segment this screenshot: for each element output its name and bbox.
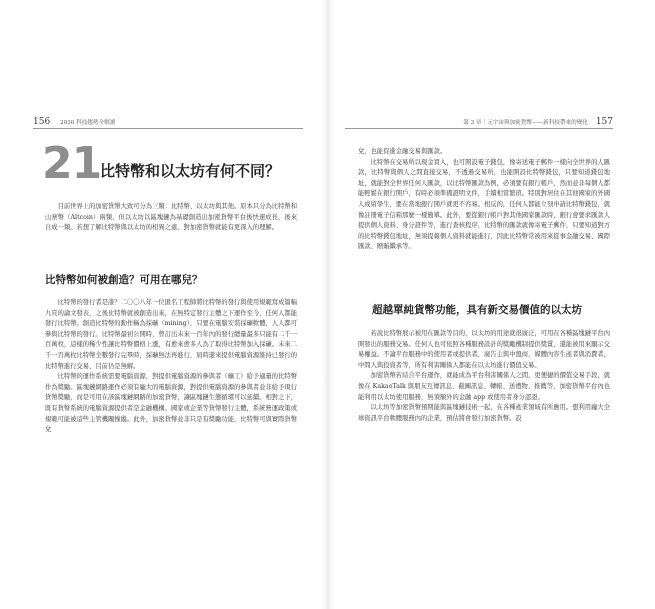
right-running-title: 第 3 章｜元宇宙與加密貨幣——新科技帶來的變化	[463, 120, 588, 126]
chapter-title: 比特幣和以太坊有何不同？	[100, 162, 281, 180]
left-body-text	[45, 298, 297, 436]
right-body-text	[358, 329, 610, 424]
body-paragraph: 比特幣在交易所以現金買入，也可開設電子錢包，像寄送電子郵件一樣向全世界的人匯款，比特幣與個人之間直接交易，不透過交易所，也能開設比特幣錢包，只要知道錢包地址，就能對全世界任何人匯款，以比特幣匯款為例，必須要有銀行帳戶，然而並非每個人都能輕鬆在銀行開戶，有時必須準備證明文件，手續相當繁瑣。特別對居住在其他國家的外國人或留學生，要在當地銀行開戶就更不容易。相反的，任何人都能立刻申請比特幣錢包，就像註冊電子信箱那麼一樣簡單。此外，要從銀行帳戶對其他國家匯款時，銀行會要求匯款人提供個人資料、身分證件等，進行查核程序，比特幣的匯款就像寄電子郵件，只要知道對方的比特幣錢包地址，無須提報個人資料就能進行，因此比特幣常被用來從事金融交易、國際匯款、贈賄繼承等。	[358, 158, 610, 251]
right-running-header	[345, 116, 613, 129]
intro-paragraph: 目前世界上的加密貨幣大致可分為三類：比特幣、以太坊與其他。原本只分為比特幣和山寨幣（Altcoin）兩類，但以太坊以區塊鏈為基礎創造出加密貨幣平台後快速成長，後來自成一類。若想了解比特幣與以太坊的相異之處，對加密貨幣就能有更深入的理解。	[45, 203, 297, 232]
section-heading-bitcoin: 比特幣如何被創造？可用在哪兒？	[45, 274, 203, 286]
body-paragraph: 若說比特幣展示被用在匯款等目的，以太坊的用途就很廣泛，可用在各種區塊鏈平台內開發出的服務交易。任何人也可依照各種服務設計的獎勵機制提供獎賞，還能被用來顯示交易權益。不論平台服務中的使用者或提供者，廣告主與中盤商，媒體內容生產者與消費者，中間人與投資者等，所有利害關係人都能在以太坊進行價值交易。	[358, 330, 610, 369]
body-paragraph: 以太坊等加密貨幣預期能與區塊鏈技術一起，在各種產業領域有所應用。想利用龐大全球資訊平台軟體服務內的企業，預估將會發行加密貨幣。設	[358, 404, 610, 422]
right-top-text	[358, 147, 610, 253]
book-gutter	[322, 0, 334, 609]
chapter-number: 21	[42, 138, 102, 189]
body-paragraph: 加密貨幣若結合平台運作，就能成為平台利害關係人之間，更便捷的價值交易手段，就像在 KakaoTalk 與朋友互傳訊息、截圖訊息、轉帳、送禮物、推薦等，加密貨幣平台內也能利用以太坊使用服務，無須額外的金融 app 或使用者身分認證。	[358, 372, 610, 401]
left-running-title: 2030 科技趨勢全解讀	[60, 120, 116, 126]
left-page-number: 156	[33, 117, 51, 127]
section-heading-ethereum: 超越單純貨幣功能，具有新交易價值的以太坊	[372, 304, 582, 316]
left-running-header	[33, 116, 303, 129]
body-paragraph: 比特幣的發行者是誰？二〇〇八年一位匿名工程師將比特幣的發行與使用規範寫成篇幅九頁的論文發表，之後比特幣就被創造出來，在無特定發行主體之下運作至今，任何人都能發行比特幣。創造比特幣的動作稱為採礦（mining），只要在電腦安裝採礦軟體，人人都可參與比特幣的發行。比特幣最初公開時，曾訂出未來一百年內的發行總量最多只能有二千一百萬枚，這樣的稀少性讓比特幣價格上漲，有愈來愈多人為了取得比特幣加入採礦。未來二千一百萬枚比特幣全數發行完畢時，採礦無法再進行，屆時還來提供電腦資源維持已發行的比特幣進行交易，目前仍是無解。	[45, 299, 297, 370]
continued-paragraph: 兌，也能促進金融交易與匯款。	[358, 148, 447, 155]
right-page-number: 157	[595, 117, 613, 127]
body-paragraph: 比特幣的運作系統需要電腦資源，對提供電腦資源的參與者（礦工）給予適量的比特幣作為獎勵。區塊鏈網路運作必須有龐大的電腦資源，對提供電腦資源的參與者並非給予現行貨幣獎勵，而是可用在該區塊鏈網路的加密貨幣，讓區塊鏈生態循環可以延續。相對之下，既有貨幣系統的電腦資源提供者是金融機構、國家或企業等貨幣發行主體，系統營運政策或規範可能被這些主管機關操縱。此外，加密貨幣並非只是有獎勵功能，比特幣可與實際貨幣兌	[45, 373, 297, 434]
chapter-intro	[45, 202, 297, 234]
